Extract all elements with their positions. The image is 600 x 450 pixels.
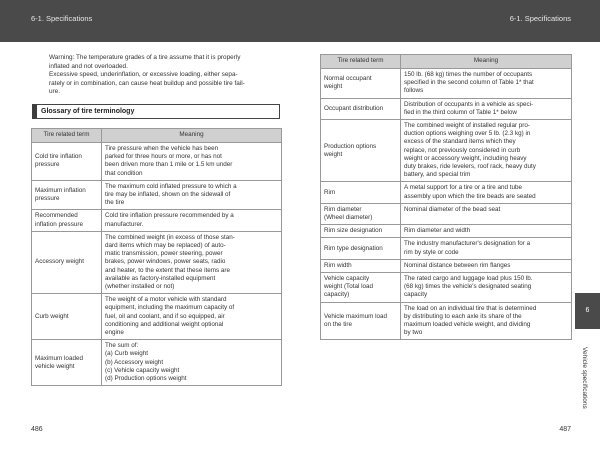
- meaning-line: The combined weight (in excess of those stan-: [105, 233, 235, 241]
- meaning-line: tire may be inflated, shown on the sidewall of: [105, 191, 231, 199]
- term-line: pressure: [35, 161, 60, 169]
- term-line: Occupant distribution: [324, 104, 384, 112]
- meaning-line: manufacturer.: [105, 220, 144, 228]
- header-bar: [0, 0, 600, 42]
- meaning-line: capacity: [404, 291, 428, 299]
- table-row: [321, 182, 572, 203]
- term-line: weight: [324, 150, 343, 158]
- meaning-cell: [401, 302, 572, 340]
- meaning-cell: [401, 238, 572, 259]
- meaning-line: (whether installed or not): [105, 283, 175, 291]
- meaning-line: the tire: [105, 199, 125, 207]
- meaning-cell: [401, 203, 572, 224]
- meaning-line: parked for three hours or more, or has not: [105, 153, 222, 161]
- warning-line: inflated and not overloaded.: [49, 62, 128, 70]
- meaning-line: (d) Production options weight: [105, 375, 187, 383]
- meaning-line: Nominal diameter of the bead seat: [404, 205, 501, 213]
- term-line: (Wheel diameter): [324, 214, 373, 222]
- meaning-line: (b) Accessory weight: [105, 358, 164, 366]
- meaning-line: The maximum cold inflated pressure to which a: [105, 182, 237, 190]
- term-line: Rim size designation: [324, 227, 383, 235]
- table-row: [321, 225, 572, 238]
- meaning-line: been driven more than 1 mile or 1.5 km under: [105, 161, 233, 169]
- meaning-line: Nominal distance between rim flanges: [404, 261, 511, 269]
- warning-text: [49, 54, 277, 97]
- meaning-line: (a) Curb weight: [105, 350, 149, 358]
- term-cell: [32, 231, 102, 293]
- term-cell: [321, 273, 401, 303]
- warning-line: Excessive speed, underinflation, or excessive loading, either sepa-: [49, 71, 238, 79]
- meaning-line: matic transmission, power steering, power: [105, 250, 223, 258]
- term-line: Cold tire inflation: [35, 153, 82, 161]
- table-row: [32, 180, 282, 210]
- term-line: Rim width: [324, 261, 352, 269]
- header-section-right: 6-1. Specifications: [509, 14, 571, 23]
- left-page: [0, 42, 300, 450]
- meaning-cell: [401, 225, 572, 238]
- glossary-table-left: [31, 128, 282, 386]
- term-cell: [321, 98, 401, 119]
- term-cell: [32, 294, 102, 340]
- meaning-line: (c) Vehicle capacity weight: [105, 366, 180, 374]
- meaning-line: 150 lb. (68 kg) times the number of occupants: [404, 71, 533, 78]
- term-line: Normal occupant: [324, 75, 372, 83]
- term-cell: [321, 238, 401, 259]
- meaning-line: (68 kg) times the vehicle's designated seating: [404, 283, 532, 291]
- column-header-term: Tire related term: [321, 55, 401, 69]
- meaning-line: rim by style or code: [404, 248, 459, 256]
- table-row: [321, 203, 572, 224]
- meaning-line: The rated cargo and luggage load plus 150 lb.: [404, 275, 533, 283]
- meaning-line: duction options weighing over 5 lb. (2.3 kg) in: [404, 130, 531, 138]
- table-row: [321, 259, 572, 272]
- term-line: Recommended: [35, 212, 78, 220]
- term-line: weight: [324, 83, 343, 91]
- meaning-line: that condition: [105, 169, 143, 177]
- meaning-line: The combined weight of installed regular pro-: [404, 122, 531, 130]
- meaning-line: assembly upon which the tire beads are seated: [404, 192, 536, 200]
- meaning-line: Tire pressure when the vehicle has been: [105, 145, 219, 152]
- meaning-line: by distributing to each axle its share of the: [404, 312, 522, 320]
- warning-line: Warning: The temperature grades of a tire assume that it is properly: [49, 54, 241, 61]
- term-cell: [321, 259, 401, 272]
- meaning-line: maximum loaded vehicle weight, and dividing: [404, 321, 531, 329]
- right-page: [300, 42, 600, 450]
- term-cell: [321, 120, 401, 182]
- meaning-line: weight or accessory weight, including heavy: [404, 154, 527, 162]
- column-header-meaning: Meaning: [401, 55, 572, 69]
- table-row: [321, 69, 572, 99]
- meaning-line: brakes, power windows, power seats, radio: [105, 258, 226, 266]
- term-cell: [321, 302, 401, 340]
- meaning-line: The load on an individual tire that is determined: [404, 304, 537, 312]
- chapter-label: Vehicle specifications: [581, 347, 588, 409]
- glossary-table-right: [320, 54, 572, 340]
- meaning-cell: [401, 273, 572, 303]
- meaning-line: and heater, to the extent that these items are: [105, 266, 230, 274]
- header-section-left: 6-1. Specifications: [31, 14, 93, 23]
- meaning-cell: [102, 180, 282, 210]
- table-row: [32, 294, 282, 340]
- term-cell: [32, 180, 102, 210]
- term-line: Vehicle capacity: [324, 275, 370, 283]
- table-row: [321, 238, 572, 259]
- meaning-line: fied in the third column of Table 1* below: [404, 108, 517, 116]
- term-line: Accessory weight: [35, 258, 84, 266]
- meaning-line: replace, not previously considered in curb: [404, 146, 521, 154]
- column-header-meaning: Meaning: [102, 129, 282, 143]
- meaning-line: fuel, oil and coolant, and if so equipped, air: [105, 312, 225, 320]
- meaning-line: Distribution of occupants in a vehicle as speci-: [404, 100, 534, 108]
- meaning-line: duty brakes, ride levelers, roof rack, heavy duty: [404, 163, 536, 171]
- meaning-line: The weight of a motor vehicle with standard: [105, 296, 227, 304]
- meaning-cell: [102, 143, 282, 181]
- term-cell: [321, 203, 401, 224]
- term-line: inflation pressure: [35, 220, 83, 228]
- term-cell: [32, 340, 102, 386]
- term-line: Production options: [324, 142, 377, 150]
- chapter-tab[interactable]: 6: [575, 293, 600, 329]
- meaning-line: equipment, including the maximum capacity of: [105, 304, 235, 312]
- term-line: on the tire: [324, 321, 353, 329]
- page-number-left: 486: [31, 426, 43, 433]
- warning-line: ure.: [49, 88, 61, 96]
- meaning-cell: [102, 210, 282, 231]
- meaning-line: follows: [404, 87, 424, 95]
- term-cell: [321, 225, 401, 238]
- table-row: [321, 98, 572, 119]
- meaning-line: conditioning and additional weight optional: [105, 320, 224, 328]
- meaning-line: by two: [404, 329, 423, 337]
- meaning-cell: [401, 182, 572, 203]
- table-row: [32, 340, 282, 386]
- glossary-heading: Glossary of tire terminology: [32, 104, 280, 119]
- term-line: pressure: [35, 195, 60, 203]
- meaning-line: Cold tire inflation pressure recommended by a: [105, 212, 234, 220]
- meaning-line: The sum of:: [105, 342, 139, 350]
- term-line: Rim diameter: [324, 205, 362, 213]
- page-number-right: 487: [559, 426, 571, 433]
- meaning-line: The industry manufacturer's designation for a: [404, 240, 531, 248]
- warning-line: rately or in combination, can cause heat buildup and possible tire fail-: [49, 79, 245, 87]
- term-line: Curb weight: [35, 312, 69, 320]
- meaning-line: specified in the second column of Table 1* that: [404, 79, 534, 87]
- meaning-line: excess of the standard items which they: [404, 138, 516, 146]
- meaning-line: dard items which may be replaced) of auto-: [105, 242, 226, 250]
- table-row: [32, 143, 282, 181]
- meaning-line: battery, and special trim: [404, 171, 471, 179]
- term-line: Maximum loaded: [35, 354, 83, 362]
- term-line: weight (Total load: [324, 283, 374, 291]
- table-row: [32, 210, 282, 231]
- meaning-line: available as factory-installed equipment: [105, 274, 216, 282]
- column-header-term: Tire related term: [32, 129, 102, 143]
- term-cell: [321, 182, 401, 203]
- meaning-cell: [102, 231, 282, 293]
- term-line: Rim: [324, 188, 336, 196]
- meaning-cell: [401, 120, 572, 182]
- meaning-cell: [102, 294, 282, 340]
- meaning-line: A metal support for a tire or a tire and tube: [404, 184, 522, 192]
- meaning-line: Rim diameter and width: [404, 227, 471, 235]
- meaning-line: engine: [105, 329, 124, 337]
- term-line: Rim type designation: [324, 244, 383, 252]
- meaning-cell: [401, 69, 572, 99]
- term-line: vehicle weight: [35, 362, 75, 370]
- table-row: [321, 302, 572, 340]
- table-row: [32, 231, 282, 293]
- term-line: Maximum inflation: [35, 186, 86, 194]
- term-cell: [321, 69, 401, 99]
- meaning-cell: [401, 98, 572, 119]
- term-line: Vehicle maximum load: [324, 312, 387, 320]
- term-cell: [32, 143, 102, 181]
- meaning-cell: [102, 340, 282, 386]
- table-row: [321, 273, 572, 303]
- term-cell: [32, 210, 102, 231]
- meaning-cell: [401, 259, 572, 272]
- table-row: [321, 120, 572, 182]
- term-line: capacity): [324, 291, 350, 299]
